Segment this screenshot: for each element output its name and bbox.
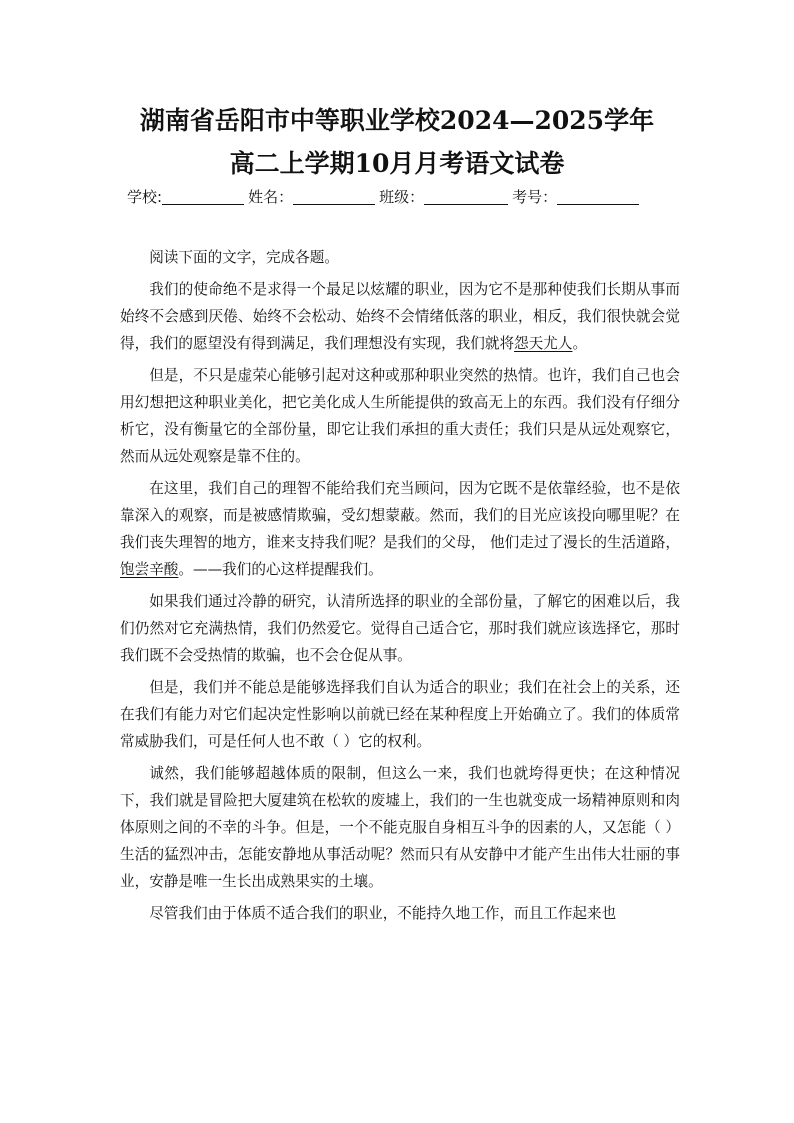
paragraph-6: 诚然，我们能够超越体质的限制，但这么一来，我们也就垮得更快；在这种情况下，我们就是冒险把大厦建筑在松软的废墟上，我们的一生也就变成一场精神原则和肉体原则之间的不幸的斗争。但是，一个不能克服自身相互斗争的因素的人，又怎能（ ）生活的猛烈冲击，怎能安静地从事活动呢？然而只有从安静中才能产生出伟大壮丽的事业，安静是唯一生长出成熟果实的土壤。 — [120, 765, 680, 890]
paragraph-1 — [120, 276, 680, 357]
underlined-phrase-2: 饱尝辛酸 — [120, 561, 179, 578]
reading-passage — [120, 244, 680, 932]
paragraph-1-text: 我们的使命绝不是求得一个最足以炫耀的职业，因为它不是那种使我们长期从事而始终不会感到厌倦、始终不会松动、始终不会情绪低落的职业，相反，我们很快就会觉得，我们的愿望没有得到满足，我们理想没有实现，我们就将 — [120, 281, 680, 352]
name-blank[interactable] — [293, 190, 375, 205]
underlined-phrase-1: 怨天尤人 — [514, 335, 573, 352]
exam-title-line2: 高二上学期10月月考语文试卷 — [229, 149, 565, 178]
class-label: 班级： — [379, 188, 425, 206]
paragraph-3 — [120, 475, 680, 583]
paragraph-7: 尽管我们由于体质不适合我们的职业，不能持久地工作，而且工作起来也 — [149, 905, 617, 922]
student-info-line — [127, 186, 643, 207]
number-label: 考号： — [512, 188, 558, 206]
class-blank[interactable] — [424, 190, 508, 205]
number-blank[interactable] — [557, 190, 639, 205]
paragraph-3-end: 。——我们的心这样提醒我们。 — [178, 561, 383, 578]
school-blank[interactable] — [162, 190, 244, 205]
paragraph-5: 但是，我们并不能总是能够选择我们自认为适合的职业；我们在社会上的关系，还在我们有能力对它们起决定性影响以前就已经在某种程度上开始确立了。我们的体质常常威胁我们，可是任何人也不敢（ ）它的权利。 — [120, 679, 680, 750]
paragraph-2: 但是，不只是虚荣心能够引起对这种或那种职业突然的热情。也许，我们自己也会用幻想把这种职业美化，把它美化成人生所能提供的致高无上的东西。我们没有仔细分析它，没有衡量它的全部份量，即它让我们承担的重大责任；我们只是从远处观察它，然而从远处观察是靠不住的。 — [120, 367, 680, 465]
paragraph-4: 如果我们通过冷静的研究，认清所选择的职业的全部份量，了解它的困难以后，我们仍然对它充满热情，我们仍然爱它。觉得自己适合它，那时我们就应该选择它，那时我们既不会受热情的欺骗，也不会仓促从事。 — [120, 593, 680, 664]
name-label: 姓名： — [248, 188, 294, 206]
school-label: 学校: — [127, 188, 163, 206]
instruction: 阅读下面的文字，完成各题。 — [149, 249, 339, 266]
paragraph-1-end: 。 — [572, 335, 588, 352]
paragraph-3-text: 在这里，我们自己的理智不能给我们充当顾问，因为它既不是依靠经验，也不是依靠深入的观察，而是被感情欺骗，受幻想蒙蔽。然而，我们的目光应该投向哪里呢？在我们丧失理智的地方，谁来支持我们呢？是我们的父母， 他们走过了漫长的生活道路， — [120, 480, 680, 551]
exam-title-line1: 湖南省岳阳市中等职业学校2024—2025学年 — [139, 106, 655, 135]
